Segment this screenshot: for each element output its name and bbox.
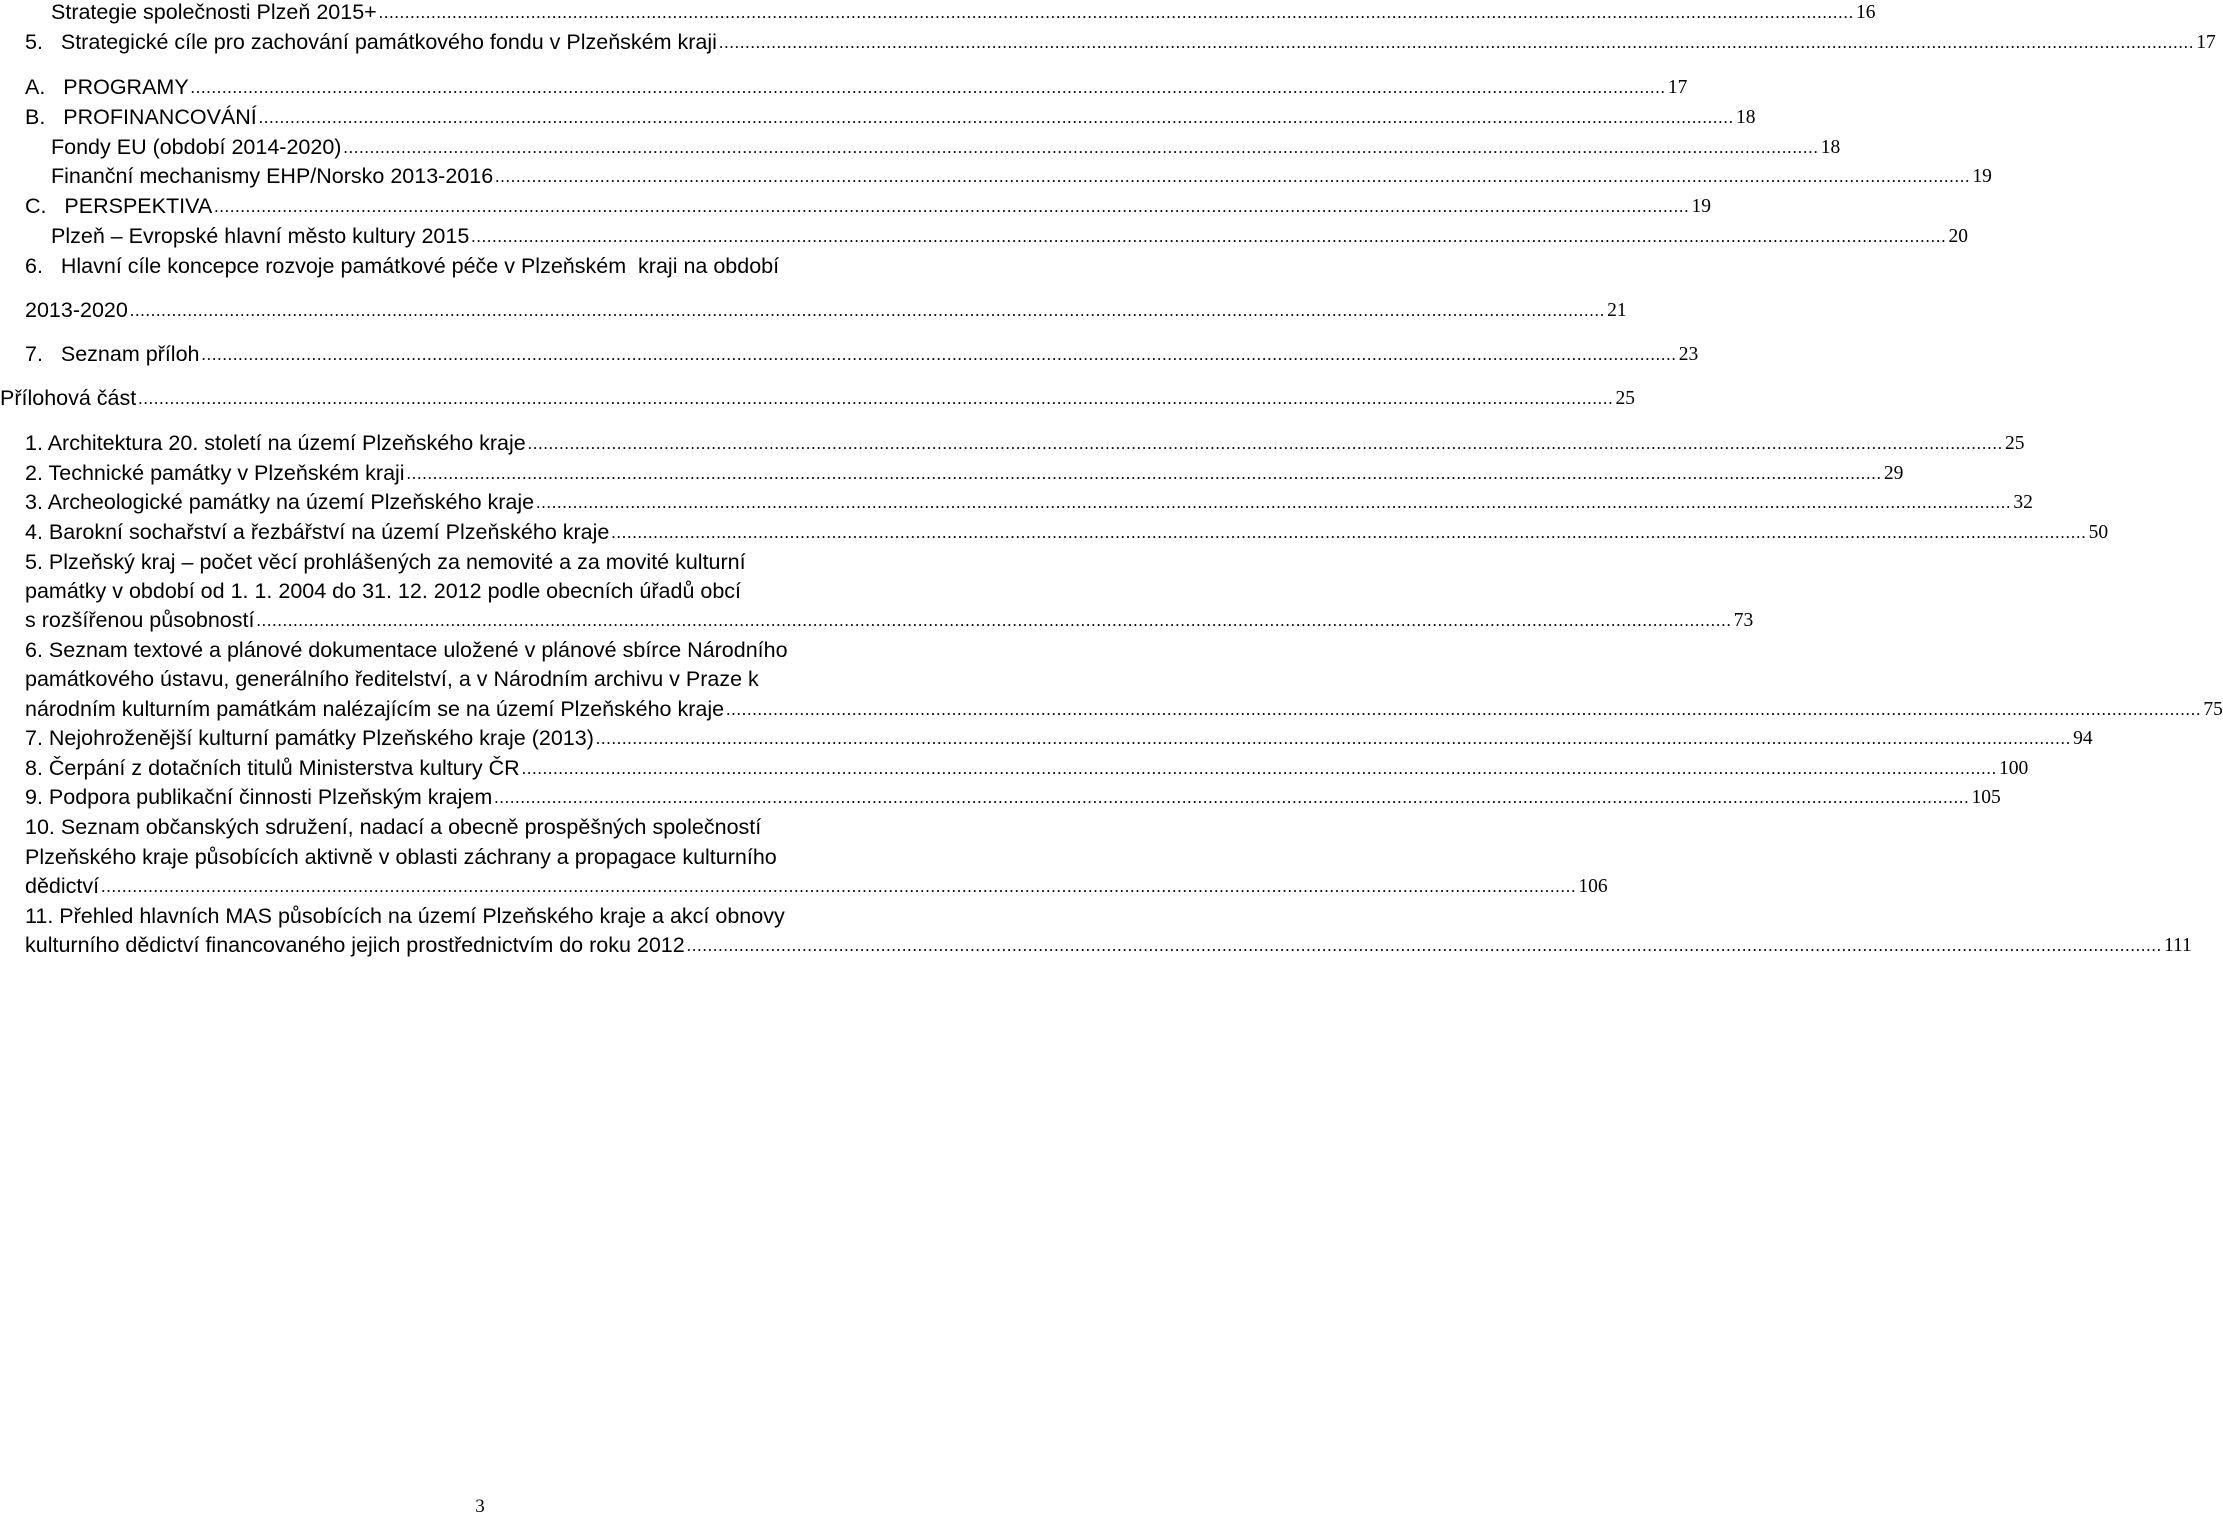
toc-entry[interactable] bbox=[25, 863, 1608, 898]
toc-entry-text: 9. Podpora publikační činnosti Plzeňským krajem bbox=[25, 784, 493, 809]
toc-leader bbox=[687, 937, 2162, 956]
toc-entry-text: 8. Čerpání z dotačních titulů Ministerstva kultury ČR bbox=[25, 755, 520, 780]
toc-entry-text: 6. Seznam textové a plánové dokumentace uložené v plánové sbírce Národního bbox=[25, 637, 788, 662]
toc-entry-text: památky v období od 1. 1. 2004 do 31. 12. 2012 podle obecních úřadů obcí bbox=[25, 578, 742, 603]
toc-leader bbox=[130, 302, 1605, 321]
toc-entry-text: s rozšířenou působností bbox=[25, 607, 255, 632]
toc-page-number: 16 bbox=[1855, 1, 1876, 23]
toc-entry[interactable] bbox=[25, 19, 2216, 54]
toc-entry[interactable] bbox=[51, 153, 1992, 188]
toc-entry-text: památkového ústavu, generálního ředitelství, a v Národním archivu v Praze k bbox=[25, 666, 759, 691]
toc-entry-text: 2013-2020 bbox=[25, 297, 128, 322]
toc-entry-text: Strategie společnosti Plzeň 2015+ bbox=[51, 0, 377, 24]
toc-entry[interactable] bbox=[25, 94, 1756, 129]
toc-entry[interactable] bbox=[25, 64, 1688, 99]
toc-page-number: 19 bbox=[1691, 195, 1711, 217]
toc-page-number: 50 bbox=[2088, 521, 2109, 543]
toc-page-number: 94 bbox=[2073, 727, 2093, 749]
toc-page-number: 111 bbox=[2163, 934, 2192, 956]
toc-entry[interactable] bbox=[25, 287, 1627, 322]
toc-page-number: 21 bbox=[1607, 299, 1627, 321]
toc-entry-text: 1. Architektura 20. století na území Plzeňského kraje bbox=[25, 430, 526, 455]
toc-page-number: 75 bbox=[2203, 698, 2223, 720]
toc-entry[interactable] bbox=[25, 804, 957, 838]
toc-entry-text: Přílohová část bbox=[0, 385, 137, 410]
toc-leader bbox=[138, 390, 1613, 409]
toc-entry-text: 7. Nejohroženější kulturní památky Plzeňského kraje (2013) bbox=[25, 725, 594, 750]
toc-entry-text: dědictví bbox=[25, 873, 100, 898]
toc-entry[interactable] bbox=[51, 213, 1969, 248]
page-number: 3 bbox=[475, 1496, 485, 1517]
toc-entry[interactable] bbox=[25, 331, 1699, 366]
toc-entry-text: 7. Seznam příloh bbox=[25, 341, 200, 366]
toc-page-number: 105 bbox=[1971, 786, 2001, 808]
toc-entry-text: Plzeňského kraje působících aktivně v oblasti záchrany a propagace kulturního bbox=[25, 844, 777, 869]
toc-page-number: 25 bbox=[2005, 432, 2025, 454]
toc-entry-text: A. PROGRAMY bbox=[25, 74, 189, 99]
toc-page-number: 29 bbox=[1883, 462, 1904, 484]
toc-page-number: 17 bbox=[2196, 31, 2216, 53]
toc-entry[interactable] bbox=[25, 715, 2093, 750]
toc-entry-text: 5. Strategické cíle pro zachování památkového fondu v Plzeňském kraji bbox=[25, 29, 717, 54]
toc-page-number: 73 bbox=[1733, 609, 1754, 631]
toc-entry-text: Fondy EU (období 2014-2020) bbox=[51, 134, 342, 159]
toc-entry[interactable] bbox=[25, 243, 957, 277]
toc-entry-text: 6. Hlavní cíle koncepce rozvoje památkové péče v Plzeňském kraji na období bbox=[25, 253, 780, 278]
toc-entry[interactable] bbox=[25, 774, 2001, 809]
toc-page-number: 32 bbox=[2013, 491, 2033, 513]
toc-entry[interactable] bbox=[25, 656, 957, 690]
toc-entry-text: 10. Seznam občanských sdružení, nadací a obecně prospěšných společností bbox=[25, 814, 762, 839]
toc-page-number: 17 bbox=[1667, 76, 1688, 98]
toc-entry[interactable] bbox=[0, 375, 1635, 410]
toc-entry[interactable] bbox=[25, 597, 1754, 632]
toc-page-number: 20 bbox=[1948, 225, 1969, 247]
toc-entry-text: 3. Archeologické památky na území Plzeňského kraje bbox=[25, 489, 535, 514]
toc-page-number: 100 bbox=[1998, 757, 2029, 779]
toc-entry[interactable] bbox=[25, 922, 2192, 957]
toc-entry-text: kulturního dědictví financovaného jejich prostřednictvím do roku 2012 bbox=[25, 932, 685, 957]
toc-entry-text: C. PERSPEKTIVA bbox=[25, 193, 213, 218]
toc-page-number: 25 bbox=[1615, 387, 1635, 409]
toc-entry-text: národním kulturním památkám nalézajícím se na území Plzeňského kraje bbox=[25, 696, 725, 721]
toc-leader bbox=[201, 346, 1676, 365]
toc-entry-text: Finanční mechanismy EHP/Norsko 2013-2016 bbox=[51, 163, 494, 188]
toc-entry-text: 11. Přehled hlavních MAS působících na území Plzeňského kraje a akcí obnovy bbox=[25, 903, 785, 928]
toc-leader bbox=[719, 34, 2194, 53]
toc-entry-text: 4. Barokní sochařství a řezbářství na území Plzeňského kraje bbox=[25, 519, 610, 544]
toc-entry-text: B. PROFINANCOVÁNÍ bbox=[25, 104, 257, 129]
toc-page-number: 19 bbox=[1972, 165, 1992, 187]
toc-page-number: 18 bbox=[1820, 136, 1841, 158]
toc-entry[interactable] bbox=[25, 509, 2109, 544]
toc-entry[interactable] bbox=[25, 420, 2025, 455]
toc-entry-text: Plzeň – Evropské hlavní město kultury 2015 bbox=[51, 223, 470, 248]
toc-entry-text: 5. Plzeňský kraj – počet věcí prohlášených za nemovité a za movité kulturní bbox=[25, 549, 746, 574]
toc-entry-text: 2. Technické památky v Plzeňském kraji bbox=[25, 460, 405, 485]
toc-page-number: 18 bbox=[1736, 106, 1756, 128]
toc-entry[interactable] bbox=[25, 479, 2033, 514]
toc-entry[interactable] bbox=[25, 183, 1711, 218]
toc-page-number: 23 bbox=[1678, 343, 1699, 365]
toc-page-number: 106 bbox=[1578, 875, 1608, 897]
